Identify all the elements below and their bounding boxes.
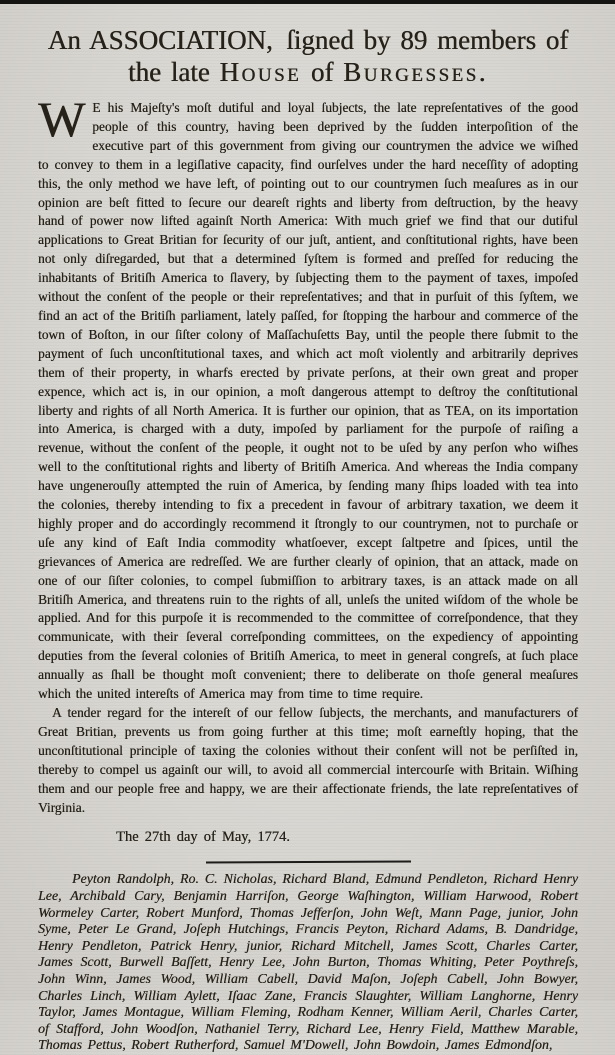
title-word-house: House	[219, 57, 302, 87]
date-line: The 27th day of May, 1774.	[116, 829, 290, 846]
title-line-1: An ASSOCIATION, ſigned by 89 members of	[47, 25, 569, 55]
title-line-2-pre: the late	[128, 57, 220, 87]
drop-cap-w: W	[38, 91, 86, 147]
section-divider-rule	[205, 861, 410, 864]
title-word-burgesses: Burgesses.	[343, 57, 488, 87]
body-paragraph-2: A tender regard for the intereſt of our fellow ſubjects, the merchants, and manufacturers of Great Britian, prevents us from going further at this time; moſt earneſtly hoping, that the unconſtitutional principle of taxing the colonies without their conſent will not be perſiſted in, thereby to compel us againſt our will, to avoid all commercial intercourſe with Britain. Wiſhing them and our people free and happy, we are their affectionate friends, the late repreſentatives of Virginia.	[38, 705, 578, 815]
document-title	[38, 24, 578, 88]
title-line-2-of: of	[301, 57, 344, 87]
body-paragraph-1	[38, 91, 578, 704]
paragraph-1-text: E his Majeſty's moſt dutiful and loyal ſubjects, the late repreſentatives of the good people of this country, having been deprived by the ſudden interpoſition of the executive part of this government from giving our countrymen the advice we wiſhed to convey to them in a legiſlative capacity, find ourſelves under the hard neceſſity of adopting this, the only method we have left, of pointing out to our countrymen ſuch meaſures as in our opinion are beſt fitted to ſecure our deareſt rights and liberty from deſtruction, by the heavy hand of power now lifted againſt North America: With much grief we find that our dutiful applications to Great Britian for ſecurity of our juſt, antient, and conſtitutional rights, have been not only diſregarded, but that a determined ſyſtem is formed and preſſed for reducing the inhabitants of Britiſh America to ſlavery, by ſubjecting them to the payment of taxes, impoſed without the conſent of the people or their repreſentatives; and that in purſuit of this ſyſtem, we find an act of the Britiſh parliament, lately paſſed, for ſtopping the harbour and commerce of the town of Boſton, in our ſiſter colony of Maſſachuſetts Bay, until the people there ſubmit to the payment of ſuch unconſtitutional taxes, and which act moſt violently and arbitrarily deprives them of their property, in wharfs erected by private perſons, at their own great and proper expence, which act is, in our opinion, a moſt dangerous attempt to deſtroy the conſtitutional liberty and rights of all North America. It is further our opinion, that as TEA, on its importation into America, is charged with a duty, impoſed by parliament for the purpoſe of raiſing a revenue, without the conſent of the people, it ought not to be uſed by any perſon who wiſhes well to the conſtitutional rights and liberty of Britiſh America. And whereas the India company have ungenerouſly attempted the ruin of America, by ſending many ſhips loaded with tea into the colonies, thereby intending to fix a precedent in favour of arbitrary taxation, we deem it highly proper and do accordingly recommend it ſtrongly to our countrymen, not to purchaſe or uſe any kind of Eaſt India commodity whatſoever, except ſaltpetre and ſpices, until the grievances of America are redreſſed. We are further clearly of opinion, that an attack, made on one of our ſiſter colonies, to compel ſubmiſſion to arbitrary taxes, is an attack made on all Britiſh America, and threatens ruin to the rights of all, unleſs the united wiſdom of the whole be applied. And for this purpoſe it is recommended to the committee of correſpondence, that they communicate, with their ſeveral correſponding committees, on the expediency of appointing deputies from the ſeveral colonies of Britiſh America, to meet in general congreſs, at ſuch place annually as ſhall be thought moſt convenient; there to deliberate on thoſe general meaſures which the united intereſts of America may from time to time require.	[38, 100, 578, 702]
title-line-2	[128, 57, 488, 87]
signatures-paragraph: Peyton Randolph, Ro. C. Nicholas, Richard Bland, Edmund Pendleton, Richard Henry Lee, Archibald Cary, Benjamin Harriſon, George Waſhington, William Harwood, Robert Wormeley Carter, Robert Munford, Thomas Jefferſon, John Weſt, Mann Page, junior, John Syme, Peter Le Grand, Joſeph Hutchings, Francis Peyton, Richard Adams, B. Dandridge, Henry Pendleton, Patrick Henry, junior, Richard Mitchell, James Scott, Charles Carter, James Scott, Burwell Baſſett, Henry Lee, John Burton, Thomas Whiting, Peter Poythreſs, John Winn, James Wood, William Cabell, David Maſon, Joſeph Cabell, John Bowyer, Charles Linch, William Aylett, Iſaac Zane, Francis Slaughter, William Langhorne, Henry Taylor, James Montague, William Fleming, Rodham Kenner, William Aeril, Charles Carter, of Stafford, John Woodſon, Nathaniel Terry, Richard Lee, Henry Field, Matthew Marable, Thomas Pettus, Robert Rutherford, Samuel M'Dowell, John Bowdoin, James Edmondſon,	[38, 872, 578, 1054]
